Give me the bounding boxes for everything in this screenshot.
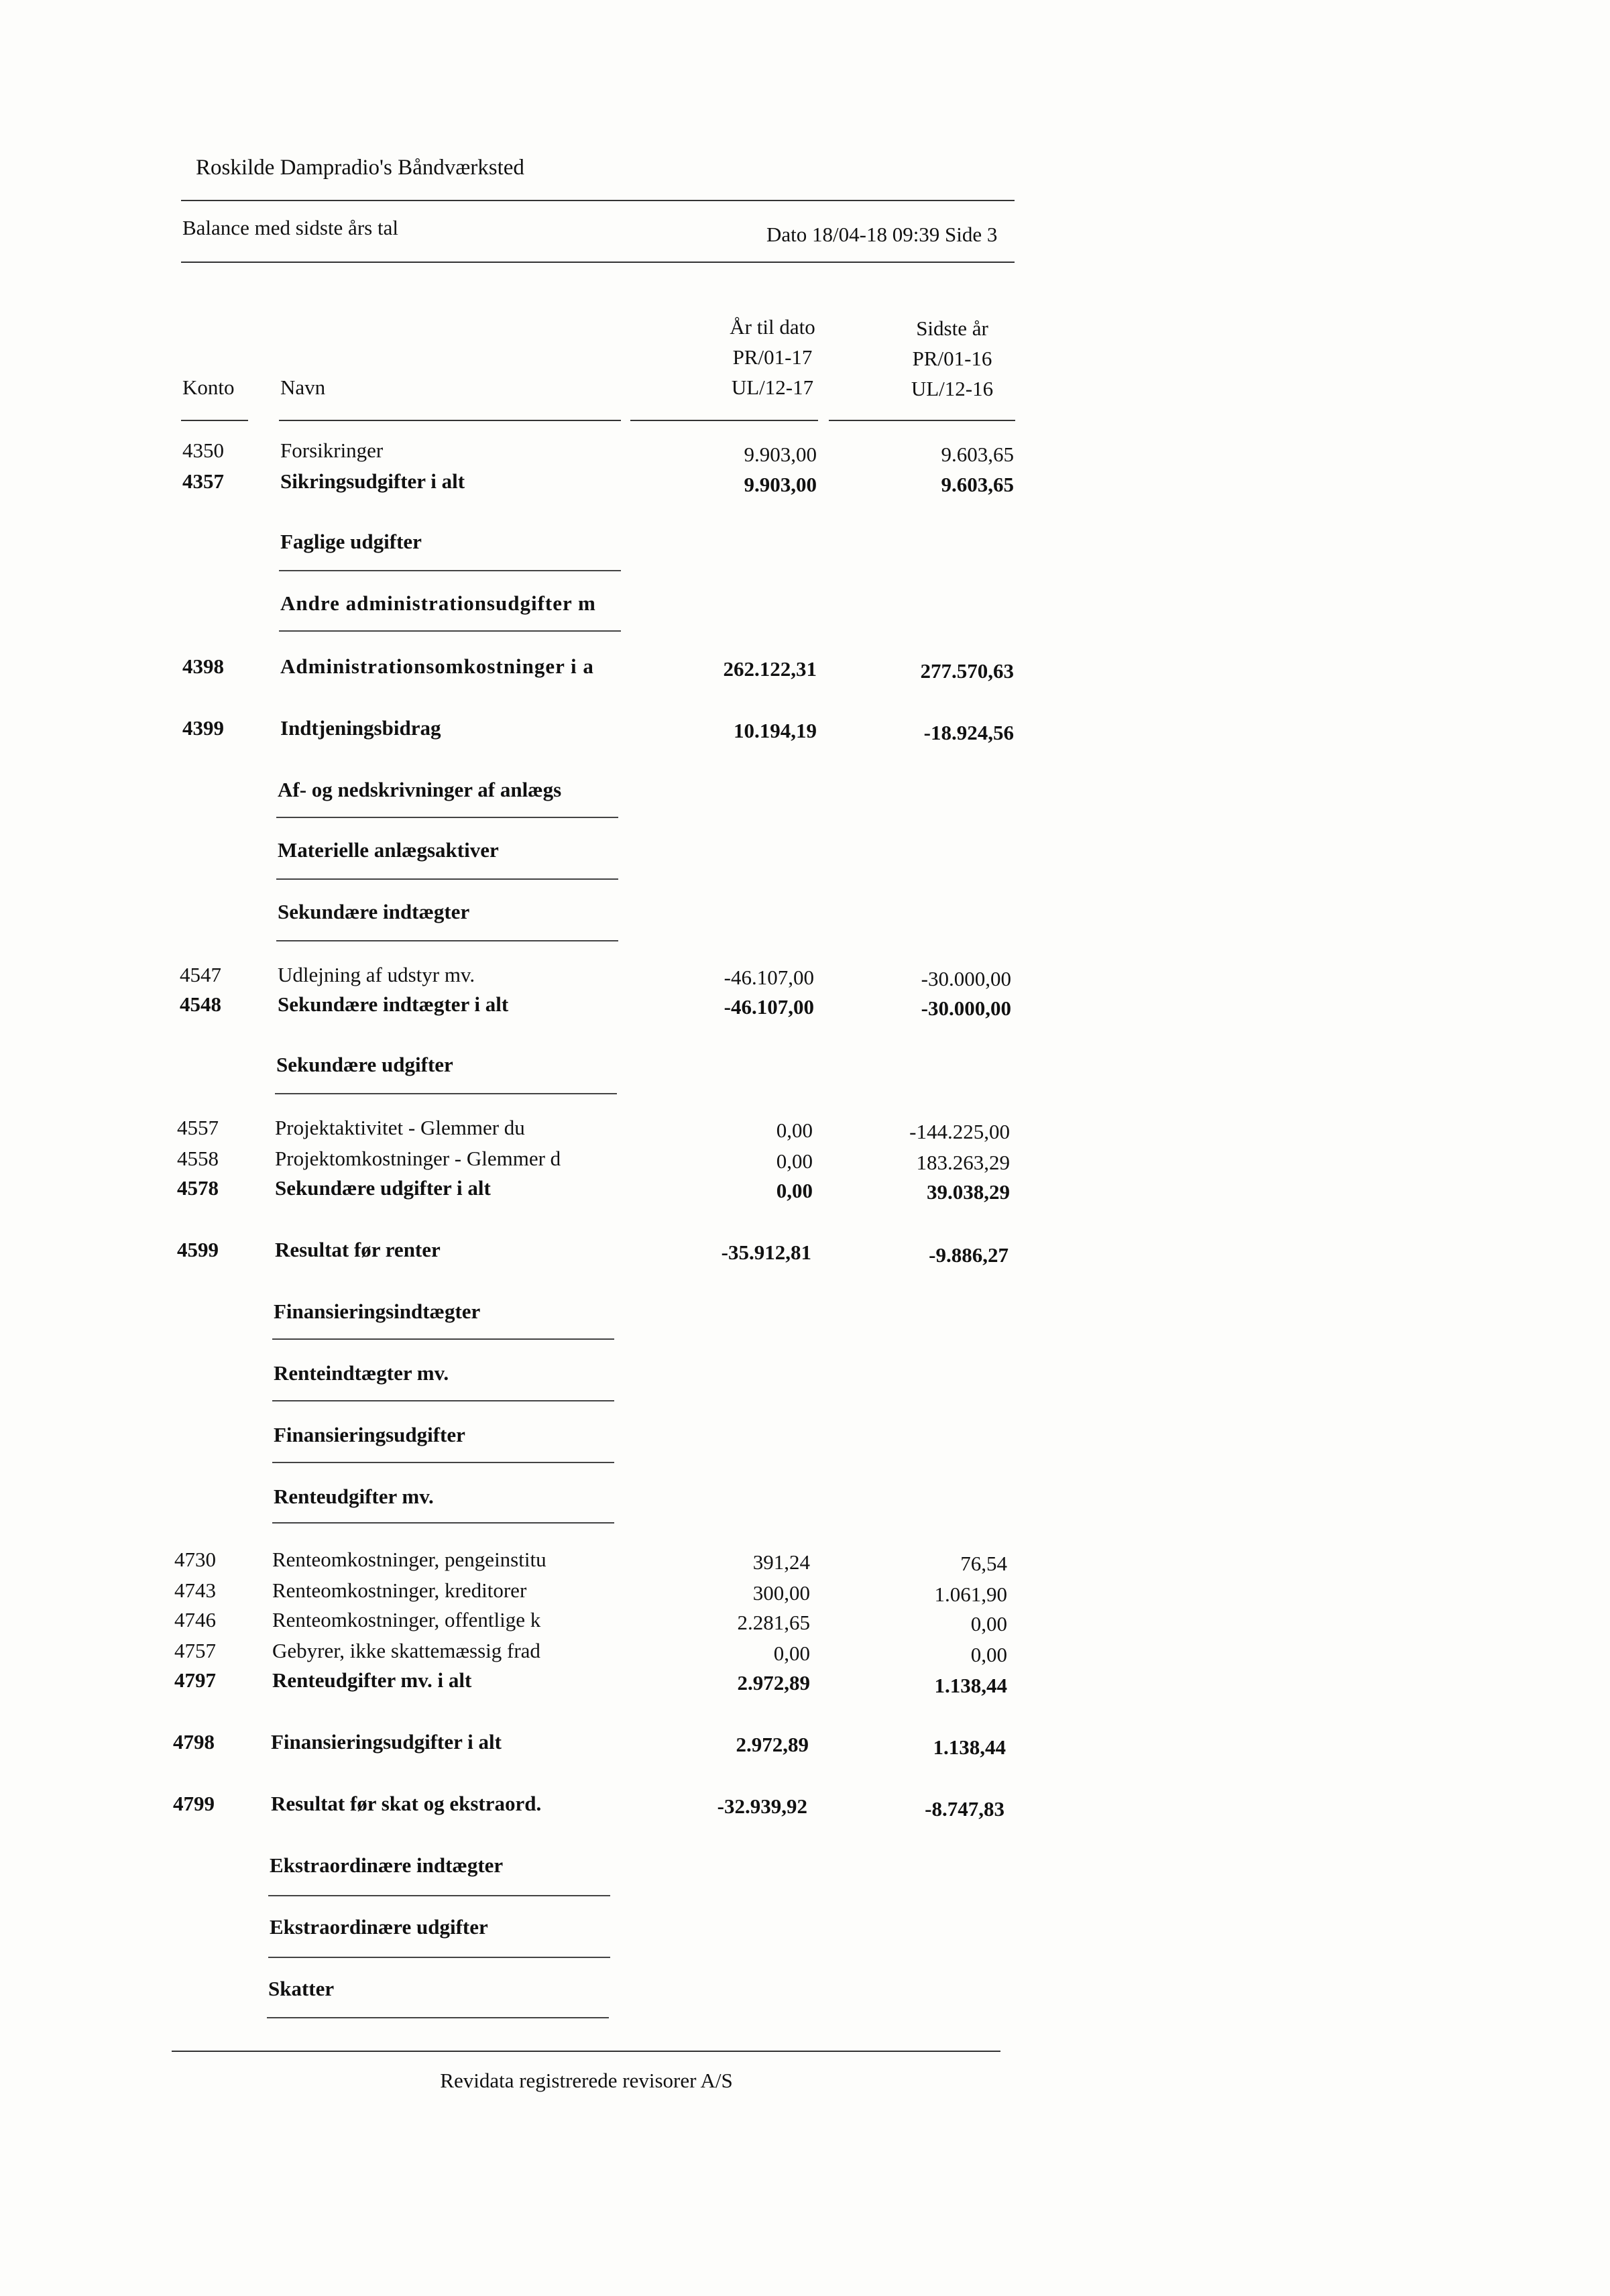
section-underline xyxy=(268,1957,610,1958)
row-navn: Renteudgifter mv. i alt xyxy=(272,1668,472,1692)
row-previous: 183.263,29 xyxy=(916,1151,1010,1174)
row-previous: -30.000,00 xyxy=(921,967,1011,990)
section-underline xyxy=(276,940,618,941)
section-heading: Materielle anlægsaktiver xyxy=(278,838,499,862)
row-previous: -18.924,56 xyxy=(923,721,1014,744)
section-underline xyxy=(272,1522,614,1524)
section-underline xyxy=(267,2017,609,2018)
section-heading: Af- og nedskrivninger af anlægs xyxy=(278,778,562,801)
section-heading: Faglige udgifter xyxy=(280,530,422,553)
section-heading: Renteindtægter mv. xyxy=(274,1361,449,1385)
row-previous: 1.138,44 xyxy=(934,1674,1007,1697)
row-current: -46.107,00 xyxy=(724,966,814,989)
section-underline xyxy=(268,1895,610,1896)
row-current: 2.972,89 xyxy=(737,1671,810,1695)
row-current: 10.194,19 xyxy=(734,719,817,742)
row-previous: 1.061,90 xyxy=(934,1583,1007,1606)
row-navn: Renteomkostninger, kreditorer xyxy=(272,1578,527,1602)
row-konto: 4350 xyxy=(182,439,224,462)
row-current: 9.903,00 xyxy=(744,443,817,466)
row-konto: 4548 xyxy=(180,992,221,1016)
row-navn: Finansieringsudgifter i alt xyxy=(271,1730,502,1754)
footer-text: Revidata registrerede revisorer A/S xyxy=(440,2069,733,2092)
column-previous-line3: UL/12-16 xyxy=(911,377,994,400)
column-underline-previous xyxy=(829,420,1015,421)
section-underline xyxy=(279,570,621,571)
row-previous: 39.038,29 xyxy=(927,1180,1010,1204)
row-current: 2.281,65 xyxy=(737,1611,810,1634)
row-navn: Sekundære indtægter i alt xyxy=(278,992,509,1016)
row-navn: Administrationsomkostninger i a xyxy=(280,654,594,678)
row-navn: Indtjeningsbidrag xyxy=(280,716,441,740)
row-navn: Sikringsudgifter i alt xyxy=(280,469,465,493)
row-navn: Resultat før renter xyxy=(275,1238,441,1261)
section-heading: Renteudgifter mv. xyxy=(274,1485,434,1508)
section-heading: Ekstraordinære indtægter xyxy=(270,1853,504,1877)
row-previous: 0,00 xyxy=(970,1612,1007,1635)
row-current: -32.939,92 xyxy=(717,1794,807,1818)
date-page-info: Dato 18/04-18 09:39 Side 3 xyxy=(766,223,998,246)
row-konto: 4357 xyxy=(182,469,224,493)
report-title: Balance med sidste års tal xyxy=(182,216,398,239)
column-konto: Konto xyxy=(182,376,235,399)
row-previous: -9.886,27 xyxy=(929,1243,1009,1267)
row-current: -35.912,81 xyxy=(721,1241,811,1264)
section-heading: Skatter xyxy=(268,1977,335,2000)
column-underline-navn xyxy=(279,420,621,421)
row-konto: 4798 xyxy=(173,1730,215,1754)
row-navn: Gebyrer, ikke skattemæssig frad xyxy=(272,1639,540,1662)
row-konto: 4547 xyxy=(180,963,221,986)
row-current: 0,00 xyxy=(773,1642,810,1665)
section-underline xyxy=(276,817,618,818)
column-previous-line2: PR/01-16 xyxy=(912,347,992,370)
row-current: 2.972,89 xyxy=(736,1733,809,1756)
row-konto: 4558 xyxy=(177,1147,219,1170)
row-current: 9.903,00 xyxy=(744,473,817,496)
row-konto: 4799 xyxy=(173,1792,215,1815)
section-underline xyxy=(276,878,618,880)
column-underline-current xyxy=(630,420,818,421)
section-heading: Finansieringsudgifter xyxy=(274,1423,465,1446)
row-navn: Projektomkostninger - Glemmer d xyxy=(275,1147,561,1170)
column-current-line2: PR/01-17 xyxy=(732,345,813,369)
row-previous: 9.603,65 xyxy=(941,443,1014,466)
row-konto: 4599 xyxy=(177,1238,219,1261)
row-previous: -30.000,00 xyxy=(921,996,1011,1020)
column-current-line1: År til dato xyxy=(730,315,815,339)
company-name: Roskilde Dampradio's Båndværksted xyxy=(196,156,524,180)
section-heading: Finansieringsindtægter xyxy=(274,1300,481,1323)
row-navn: Sekundære udgifter i alt xyxy=(275,1176,491,1200)
row-previous: 1.138,44 xyxy=(933,1735,1006,1759)
row-previous: 277.570,63 xyxy=(920,659,1014,683)
row-navn: Projektaktivitet - Glemmer du xyxy=(275,1116,525,1139)
section-underline xyxy=(279,630,621,632)
footer-divider xyxy=(172,2051,1000,2052)
section-underline xyxy=(275,1093,617,1094)
section-heading: Sekundære indtægter xyxy=(278,900,470,923)
row-current: 391,24 xyxy=(752,1550,810,1574)
row-previous: -144.225,00 xyxy=(909,1120,1010,1143)
row-current: 262.122,31 xyxy=(723,657,817,681)
row-konto: 4399 xyxy=(182,716,224,740)
row-previous: 0,00 xyxy=(970,1643,1007,1666)
row-previous: 76,54 xyxy=(960,1552,1007,1575)
row-current: 0,00 xyxy=(776,1118,813,1142)
column-previous-line1: Sidste år xyxy=(916,317,988,340)
row-konto: 4757 xyxy=(174,1639,216,1662)
row-konto: 4797 xyxy=(174,1668,216,1692)
section-heading: Andre administrationsudgifter m xyxy=(280,591,596,615)
row-navn: Renteomkostninger, offentlige k xyxy=(272,1608,541,1631)
row-konto: 4743 xyxy=(174,1578,216,1602)
row-previous: -8.747,83 xyxy=(925,1797,1004,1821)
row-konto: 4557 xyxy=(177,1116,219,1139)
row-navn: Resultat før skat og ekstraord. xyxy=(271,1792,542,1815)
column-current-line3: UL/12-17 xyxy=(731,376,814,399)
row-konto: 4398 xyxy=(182,654,224,678)
section-heading: Ekstraordinære udgifter xyxy=(270,1915,488,1939)
section-underline xyxy=(272,1338,614,1340)
row-navn: Udlejning af udstyr mv. xyxy=(278,963,475,986)
row-konto: 4578 xyxy=(177,1176,219,1200)
column-underline-konto xyxy=(181,420,248,421)
row-previous: 9.603,65 xyxy=(941,473,1014,496)
header-divider xyxy=(181,200,1015,201)
section-underline xyxy=(272,1462,614,1463)
row-current: 0,00 xyxy=(776,1149,813,1173)
section-underline xyxy=(272,1400,614,1401)
column-navn: Navn xyxy=(280,376,326,399)
row-konto: 4730 xyxy=(174,1548,216,1571)
header-divider-2 xyxy=(181,262,1015,263)
row-current: 300,00 xyxy=(752,1581,810,1605)
section-heading: Sekundære udgifter xyxy=(276,1053,453,1076)
row-konto: 4746 xyxy=(174,1608,216,1631)
row-current: -46.107,00 xyxy=(724,995,814,1019)
row-navn: Renteomkostninger, pengeinstitu xyxy=(272,1548,547,1571)
row-current: 0,00 xyxy=(776,1179,813,1202)
row-navn: Forsikringer xyxy=(280,439,384,462)
